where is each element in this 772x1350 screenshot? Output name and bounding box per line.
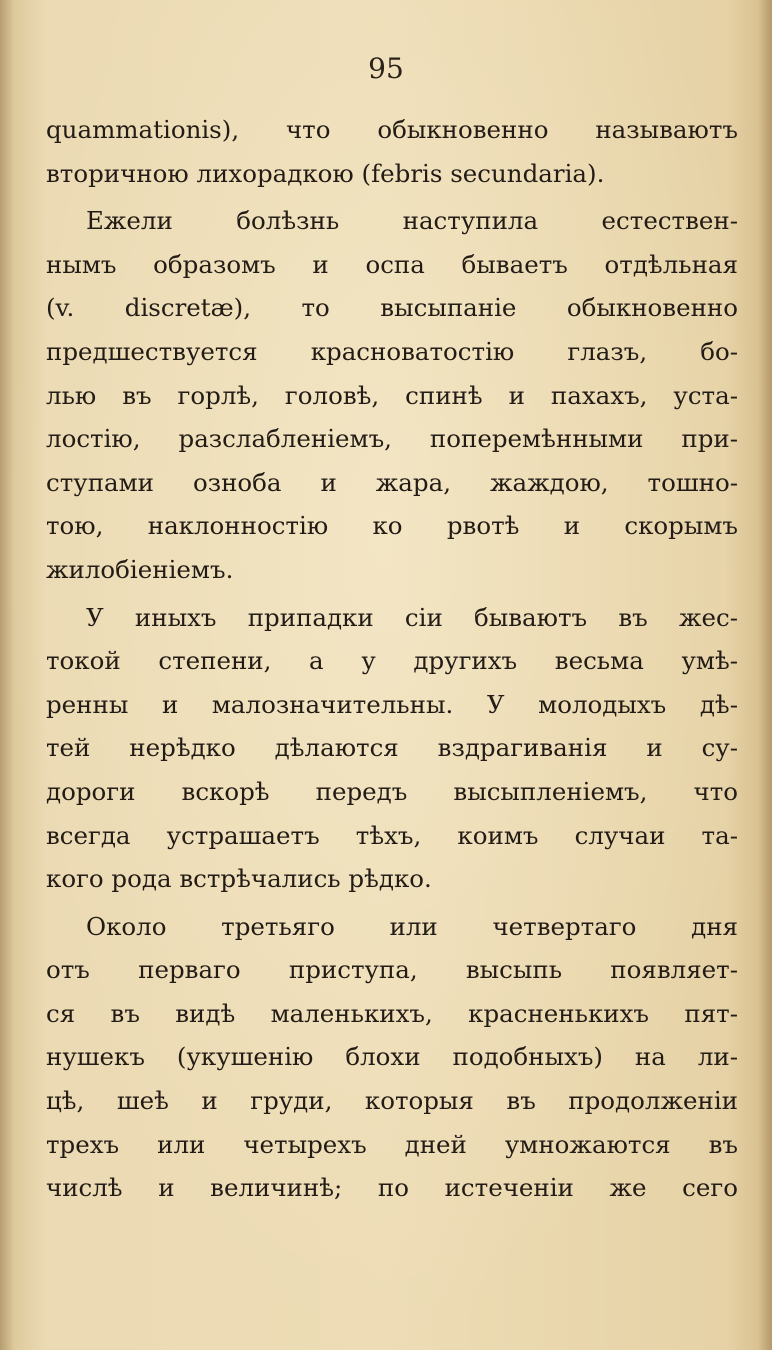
text-line: тою, наклонностію ко рвотѣ и скорымъ (46, 511, 738, 541)
text-line: ся въ видѣ маленькихъ, красненькихъ пят- (46, 998, 738, 1028)
text-line: лью въ горлѣ, головѣ, спинѣ и пахахъ, уста- (46, 380, 738, 410)
page-edge-shadow-left (0, 0, 14, 1350)
text-line: числѣ и величинѣ; по истеченіи же сего (46, 1173, 738, 1203)
text-line: токой степени, а у другихъ весьма умѣ- (46, 646, 738, 676)
text-line: У иныхъ припадки сіи бываютъ въ жес- (86, 602, 738, 632)
text-line: кого рода встрѣчались рѣдко. (46, 864, 432, 894)
paragraph (46, 199, 738, 591)
text-line: трехъ или четырехъ дней умножаются въ (46, 1129, 738, 1159)
text-line: вторичною лихорадкою (febris secundaria). (46, 158, 605, 188)
text-line: тей нерѣдко дѣлаются вздрагиванія и су- (46, 733, 738, 763)
text-line: ренны и малозначительны. У молодыхъ дѣ- (46, 689, 738, 719)
text-line: цѣ, шеѣ и груди, которыя въ продолженіи (46, 1086, 738, 1116)
page-number: 95 (368, 52, 404, 85)
text-line: нушекъ (укушенію блохи подобныхъ) на ли- (46, 1042, 738, 1072)
text-line: всегда устрашаетъ тѣхъ, коимъ случаи та- (46, 820, 738, 850)
text-line: нымъ образомъ и оспа бываетъ отдѣльная (46, 249, 738, 279)
text-line: предшествуется красноватостію глазъ, бо- (46, 336, 738, 366)
text-line: (v. discretæ), то высыпаніе обыкновенно (46, 293, 738, 323)
text-line: ступами озноба и жара, жаждою, тошно- (46, 467, 738, 497)
body-text (46, 108, 738, 1210)
text-line: жилобіеніемъ. (46, 554, 234, 584)
paragraph (46, 596, 738, 901)
paragraph (46, 905, 738, 1210)
text-line: дороги вскорѣ передъ высыпленіемъ, что (46, 776, 738, 806)
page-edge-shadow-right (758, 0, 772, 1350)
text-line: Ежели болѣзнь наступила естествен- (86, 206, 738, 236)
text-line: отъ перваго приступа, высыпь появляет- (46, 955, 738, 985)
text-line: quammationis), что обыкновенно называютъ (46, 115, 738, 144)
paragraph (46, 108, 738, 195)
text-line: Около третьяго или четвертаго дня (86, 911, 738, 941)
text-line: лостію, разслабленіемъ, поперемѣнными при- (46, 424, 738, 454)
